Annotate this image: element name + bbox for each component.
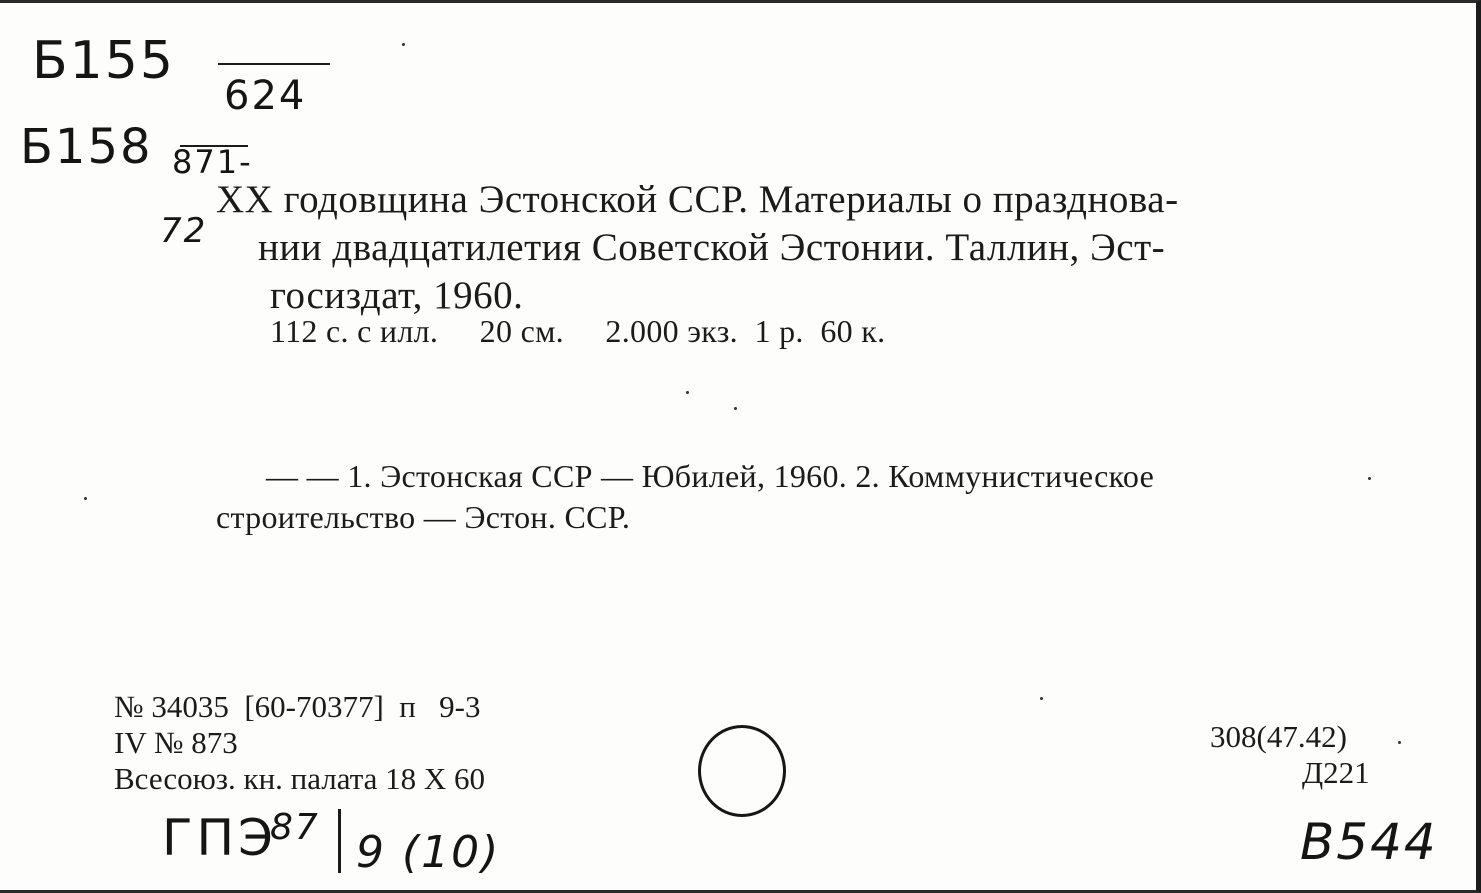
gpe-mark: ГПЭ (162, 809, 278, 867)
title-line-2: нии двадцатилетия Советской Эстонии. Таллин, Эст- (258, 226, 1166, 269)
stamp-circle (698, 725, 786, 817)
scan-speck (734, 407, 737, 410)
scan-speck (1040, 697, 1043, 700)
subjects-line-1: — — 1. Эстонская ССР — Юбилей, 1960. 2. Коммунистическое (266, 458, 1155, 494)
shelf-mark-1: Б155 (32, 31, 175, 91)
registry-iv-number: IV № 873 (114, 725, 238, 760)
registry-chamber: Всесоюз. кн. палата 18 X 60 (114, 761, 486, 796)
inventory-number: В544 (1300, 813, 1438, 871)
author-mark: Д221 (1302, 755, 1370, 790)
registry-number: № 34035 [60-70377] п 9-3 (114, 689, 481, 724)
scan-speck (402, 43, 405, 46)
gpe-number: 87 (270, 807, 320, 848)
physical-description: 112 с. с илл. 20 см. 2.000 экз. 1 р. 60 к. (270, 313, 886, 349)
margin-note: 72 (160, 211, 208, 251)
scan-speck (1398, 741, 1401, 744)
gpe-fraction: 9 (10) (356, 827, 501, 878)
title-line-3: госиздат, 1960. (270, 274, 524, 317)
title-line-1: XX годовщина Эстонской ССР. Материалы о празднова- (216, 178, 1179, 221)
scan-speck (686, 391, 689, 394)
fraction-line-1 (218, 63, 330, 65)
scan-speck (84, 497, 87, 500)
shelf-mark-2-denominator: 871- (172, 143, 253, 181)
classification-index: 308(47.42) (1210, 719, 1347, 754)
shelf-mark-1-denominator: 624 (224, 73, 307, 119)
shelf-mark-2: Б158 (20, 119, 153, 175)
scan-speck (1368, 477, 1371, 480)
subjects-line-2: строительство — Эстон. ССР. (216, 499, 631, 535)
gpe-slash (338, 809, 341, 873)
